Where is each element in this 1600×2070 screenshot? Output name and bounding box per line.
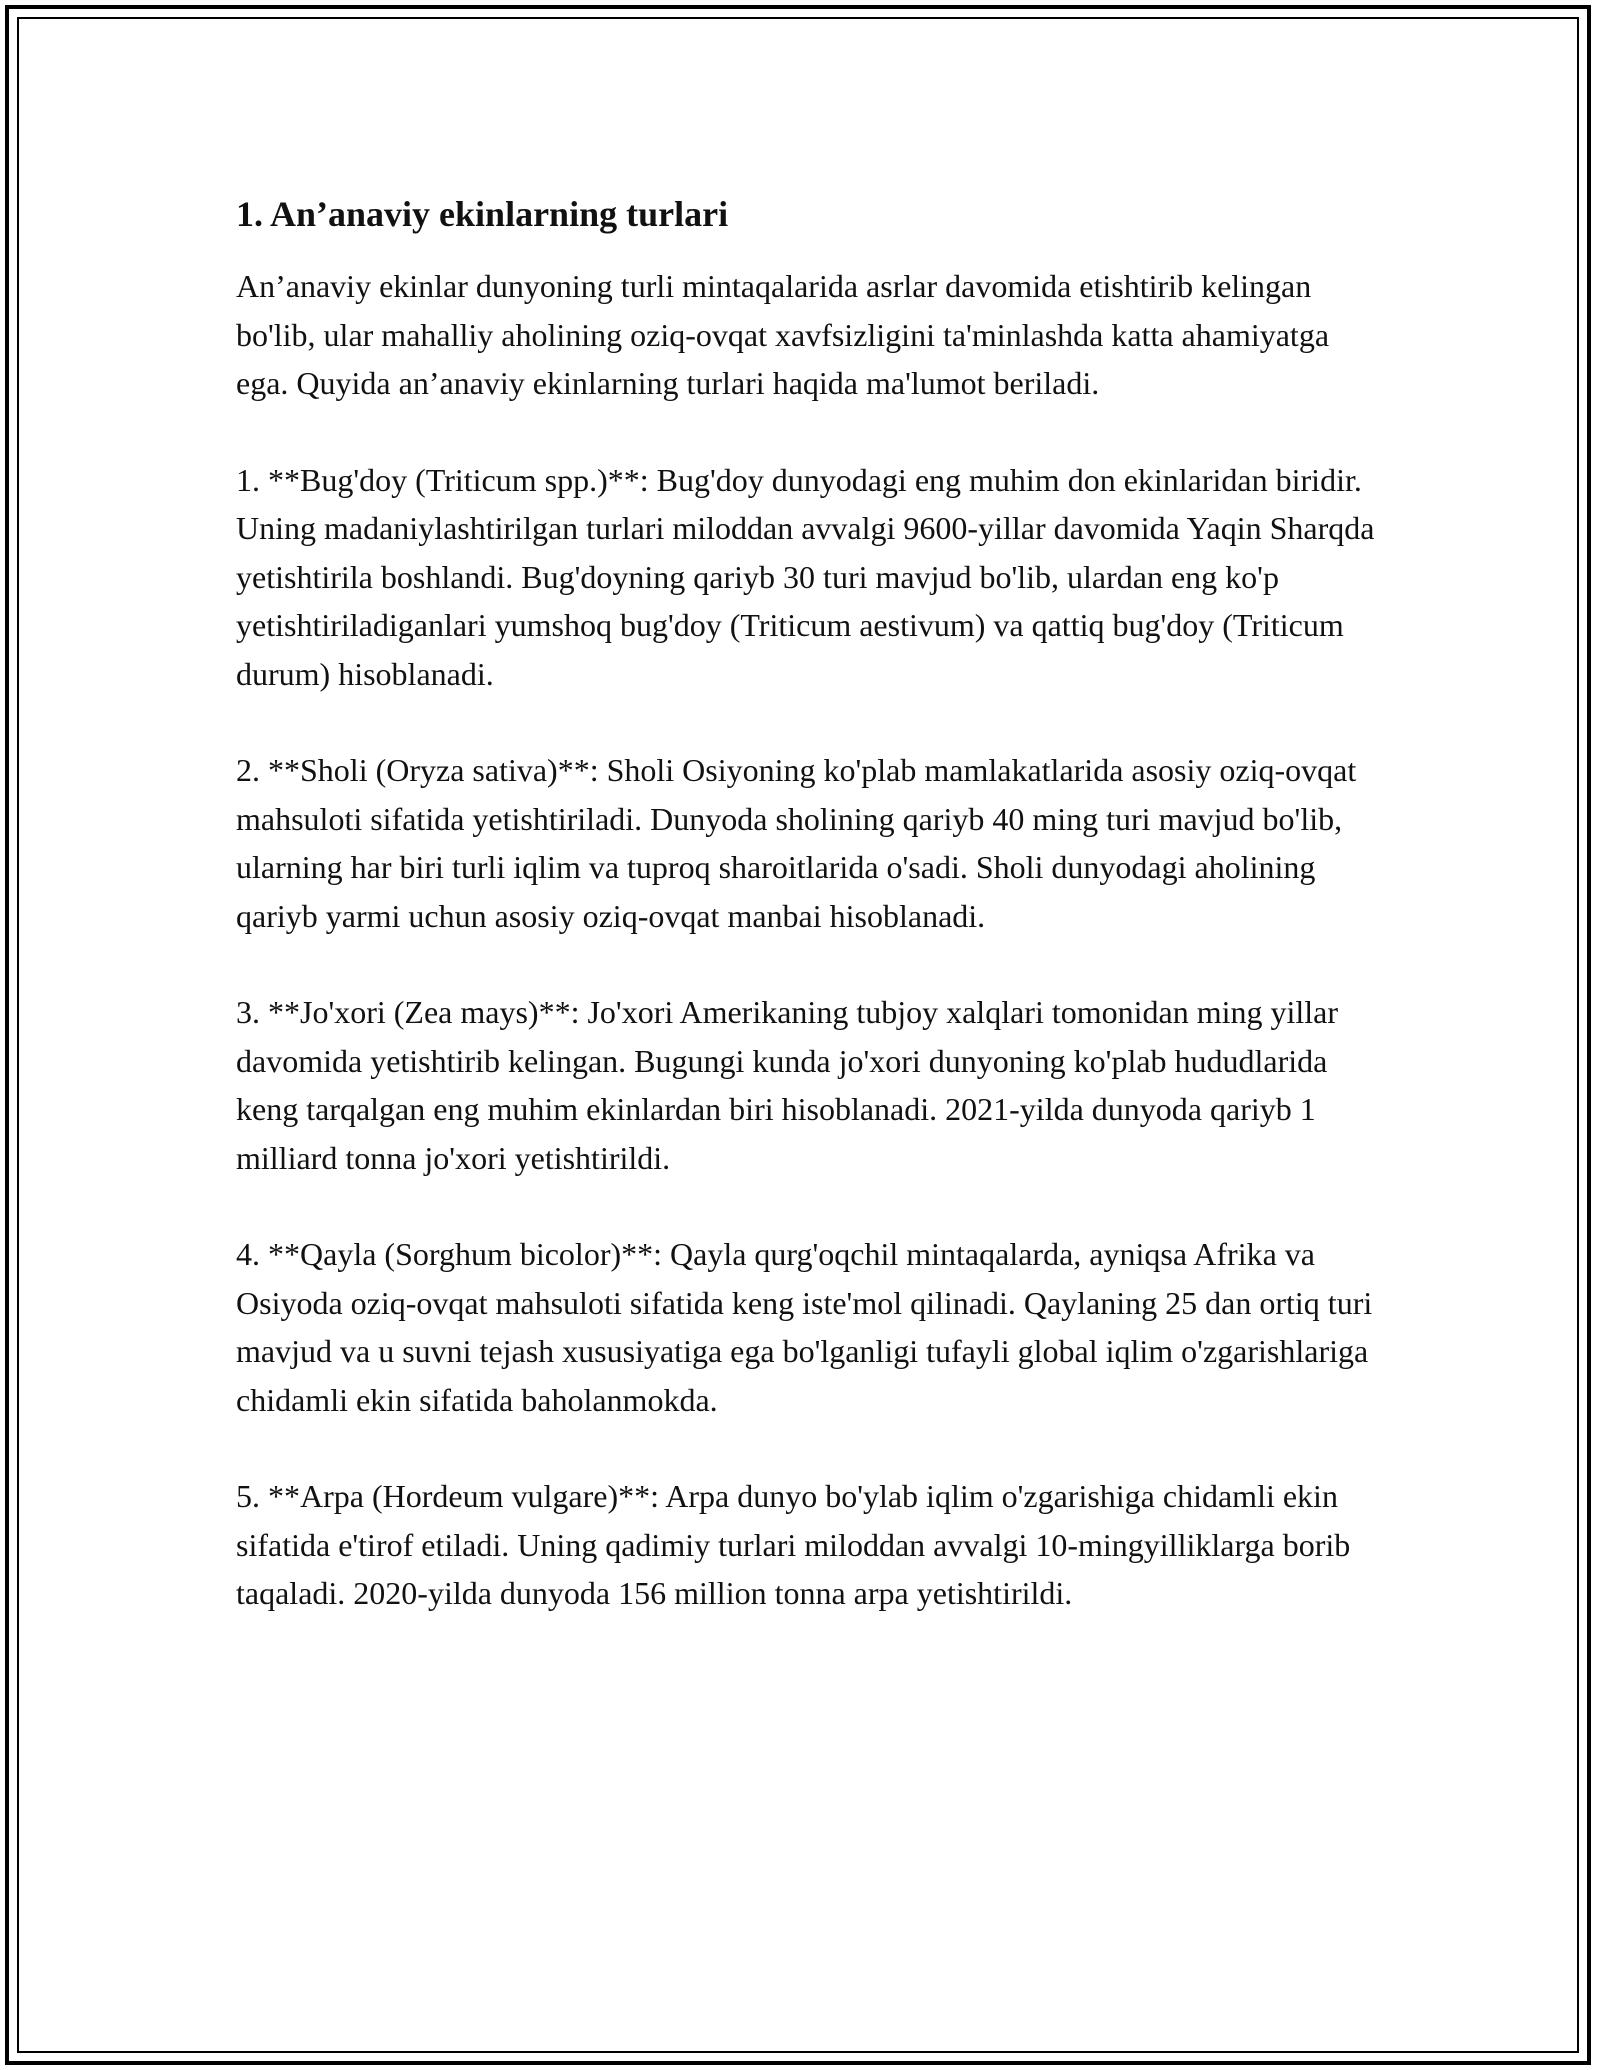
paragraph-arpa: 5. **Arpa (Hordeum vulgare)**: Arpa dunyo bo'ylab iqlim o'zgarishiga chidamli ekin sifatida e'tirof etiladi. Uning qadimiy turlari miloddan avvalgi 10-mingyilliklarga borib taqaladi. 2020-yilda dunyoda 156 million tonna arpa yetishtirildi. [236,1478,1351,1611]
section-heading: 1. An’anaviy ekinlarning turlari [236,194,729,234]
paragraph-bugdoy: 1. **Bug'doy (Triticum spp.)**: Bug'doy dunyodagi eng muhim don ekinlaridan biridir. Uning madaniylashtirilgan turlari miloddan avvalgi 9600-yillar davomida Yaqin Sharqda yetishtirila boshlandi. Bug'doyning qariyb 30 turi mavjud bo'lib, ulardan eng ko'p yetishtiriladiganlari yumshoq bug'doy (Triticum aestivum) va qattiq bug'doy (Triticum durum) hisoblanadi. [236,461,1375,692]
paragraph-sholi: 2. **Sholi (Oryza sativa)**: Sholi Osiyoning ko'plab mamlakatlarida asosiy oziq-ovqat mahsuloti sifatida yetishtiriladi. Dunyoda sholining qariyb 40 ming turi mavjud bo'lib, ularning har biri turli iqlim va tuproq sharoitlarida o'sadi. Sholi dunyodagi aholining qariyb yarmi uchun asosiy oziq-ovqat manbai hisoblanadi. [236,752,1357,934]
paragraph-joxori: 3. **Jo'xori (Zea mays)**: Jo'xori Amerikaning tubjoy xalqlari tomonidan ming yillar davomida yetishtirib kelingan. Bugungi kunda jo'xori dunyoning ko'plab hududlarida keng tarqalgan eng muhim ekinlardan biri hisoblanadi. 2021-yilda dunyoda qariyb 1 milliard tonna jo'xori yetishtirildi. [236,994,1339,1176]
paragraph-qayla: 4. **Qayla (Sorghum bicolor)**: Qayla qurg'oqchil mintaqalarda, ayniqsa Afrika va Osiyoda oziq-ovqat mahsuloti sifatida keng iste'mol qilinadi. Qaylaning 25 dan ortiq turi mavjud va u suvni tejash xususiyatiga ega bo'lganligi tufayli global iqlim o'zgarishlariga chidamli ekin sifatida baholanmokda. [236,1236,1373,1418]
intro-paragraph: An’anaviy ekinlar dunyoning turli mintaqalarida asrlar davomida etishtirib kelingan bo'lib, ular mahalliy aholining oziq-ovqat xavfsizligini ta'minlashda katta ahamiyatga ega. Quyida an’anaviy ekinlarning turlari haqida ma'lumot beriladi. [236,268,1330,401]
document-body [236,186,1386,1666]
